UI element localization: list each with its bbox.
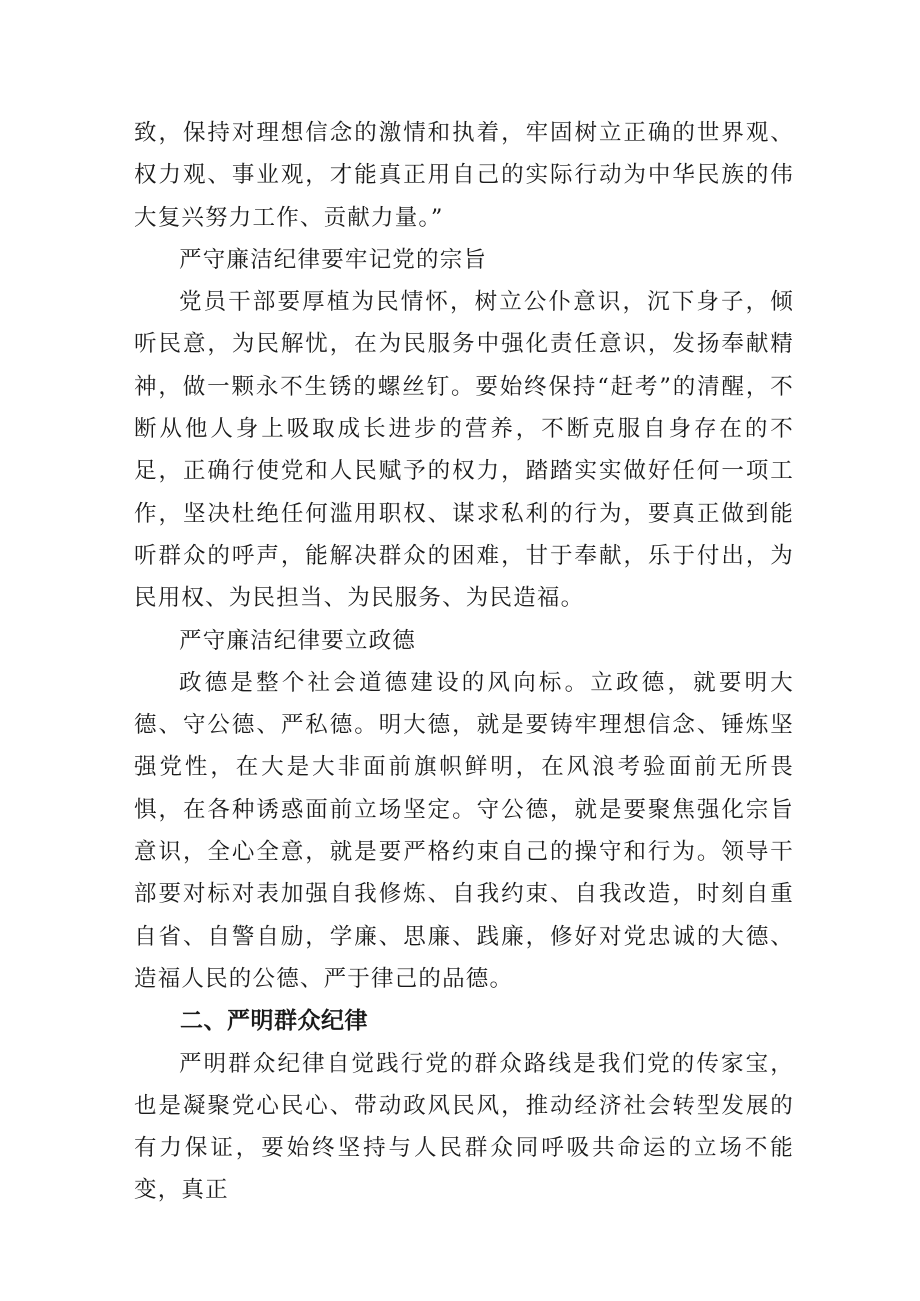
paragraph-serve-people: 党员干部要厚植为民情怀，树立公仆意识，沉下身子，倾听民意，为民解忧，在为民服务中强化责任意识，发扬奉献精神，做一颗永不生锈的螺丝钉。要始终保持“赶考”的清醒，不断从他人身上吸取成长进步的营养，不断克服自身存在的不足，正确行使党和人民赋予的权力，踏踏实实做好任何一项工作，坚决杜绝任何滥用职权、谋求私利的行为，要真正做到能听群众的呼声，能解决群众的困难，甘于奉献，乐于付出，为民用权、为民担当、为民服务、为民造福。 [134,289,794,612]
subheading-party-purpose: 严守廉洁纪律要牢记党的宗旨 [179,246,488,273]
document-body [134,112,794,1212]
paragraph-political-virtue: 政德是整个社会道德建设的风向标。立政德，就要明大德、守公德、严私德。明大德，就是要铸牢理想信念、锤炼坚强党性，在大是大非面前旗帜鲜明，在风浪考验面前无所畏惧，在各种诱惑面前立场坚定。守公德，就是要聚焦强化宗旨意识，全心全意，就是要严格约束自己的操守和行为。领导干部要对标对表加强自我修炼、自我约束、自我改造，时刻自重自省、自警自励，学廉、思廉、践廉，修好对党忠诚的大德、造福人民的公德、严于律己的品德。 [134,669,794,992]
subheading-political-virtue: 严守廉洁纪律要立政德 [179,627,417,654]
paragraph-mass-line: 严明群众纪律自觉践行党的群众路线是我们党的传家宝，也是凝聚党心民心、带动政风民风，推动经济社会转型发展的有力保证，要始终坚持与人民群众同呼吸共命运的立场不能变，真正 [134,1050,794,1204]
section-heading-mass-discipline: 二、严明群众纪律 [180,1008,368,1035]
paragraph-continued: 致，保持对理想信念的激情和执着，牢固树立正确的世界观、权力观、事业观，才能真正用自己的实际行动为中华民族的伟大复兴努力工作、贡献力量。” [134,120,794,231]
